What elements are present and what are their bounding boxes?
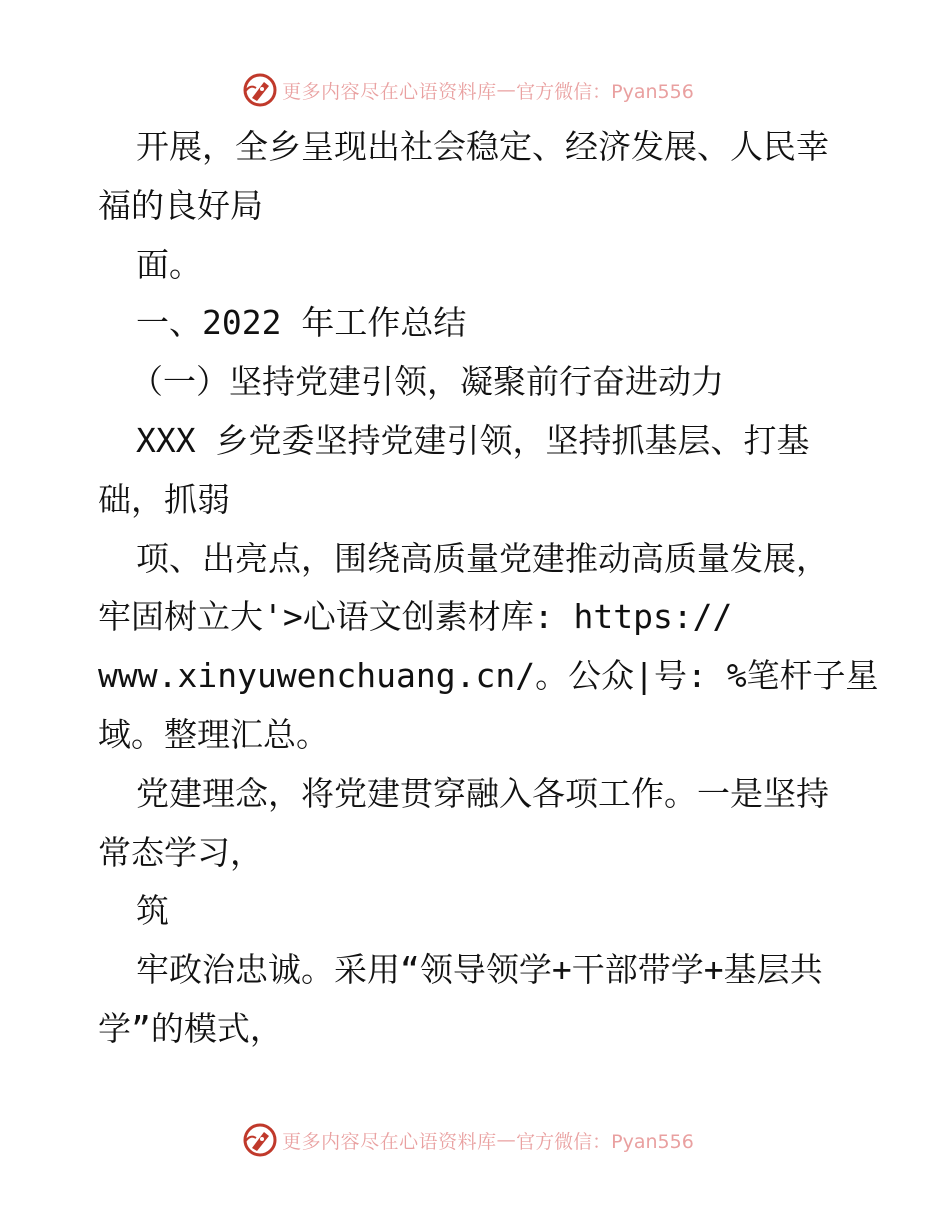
watermark-separator: —	[496, 1129, 517, 1151]
paragraph-line: 筑	[136, 891, 169, 931]
paragraph-line: 党建理念，将党建贯穿融入各项工作。一是坚持	[136, 773, 829, 813]
paragraph-line: 项、出亮点，围绕高质量党建推动高质量发展，	[136, 538, 829, 578]
subsection-heading: （一）坚持党建引领，凝聚前行奋进动力	[130, 362, 724, 402]
paragraph-line: 域。整理汇总。	[98, 714, 329, 754]
pen-nib-logo-icon	[242, 72, 278, 108]
watermark-wechat: 官方微信：Pyan556	[516, 1130, 694, 1153]
paragraph-line: 学”的模式，	[98, 1008, 283, 1048]
paragraph-line: 面。	[136, 244, 202, 284]
paragraph-line: 福的良好局	[98, 185, 263, 225]
footer-watermark	[0, 1120, 950, 1160]
paragraph-line: 开展，全乡呈现出社会稳定、经济发展、人民幸	[136, 127, 829, 166]
watermark-text: 更多内容尽在心语资料库	[282, 1130, 497, 1153]
document-body	[98, 118, 879, 1059]
watermark-text: 更多内容尽在心语资料库	[282, 80, 497, 103]
paragraph-line: 常态学习，	[98, 832, 263, 872]
header-watermark	[0, 70, 950, 110]
pen-nib-logo-icon	[242, 1122, 278, 1158]
watermark-wechat: 官方微信：Pyan556	[516, 80, 694, 103]
paragraph-line: 牢固树立大'>心语文创素材库: https://	[98, 597, 733, 637]
paragraph-line: 牢政治忠诚。采用“领导领学+干部带学+基层共	[136, 950, 823, 990]
watermark-separator: —	[496, 79, 517, 101]
section-heading: 一、2022 年工作总结	[136, 303, 467, 343]
paragraph-line: XXX 乡党委坚持党建引领，坚持抓基层、打基	[136, 420, 810, 460]
paragraph-line: www.xinyuwenchuang.cn/。公众|号: %笔杆子星	[98, 656, 879, 696]
paragraph-line: 础，抓弱	[98, 479, 230, 519]
